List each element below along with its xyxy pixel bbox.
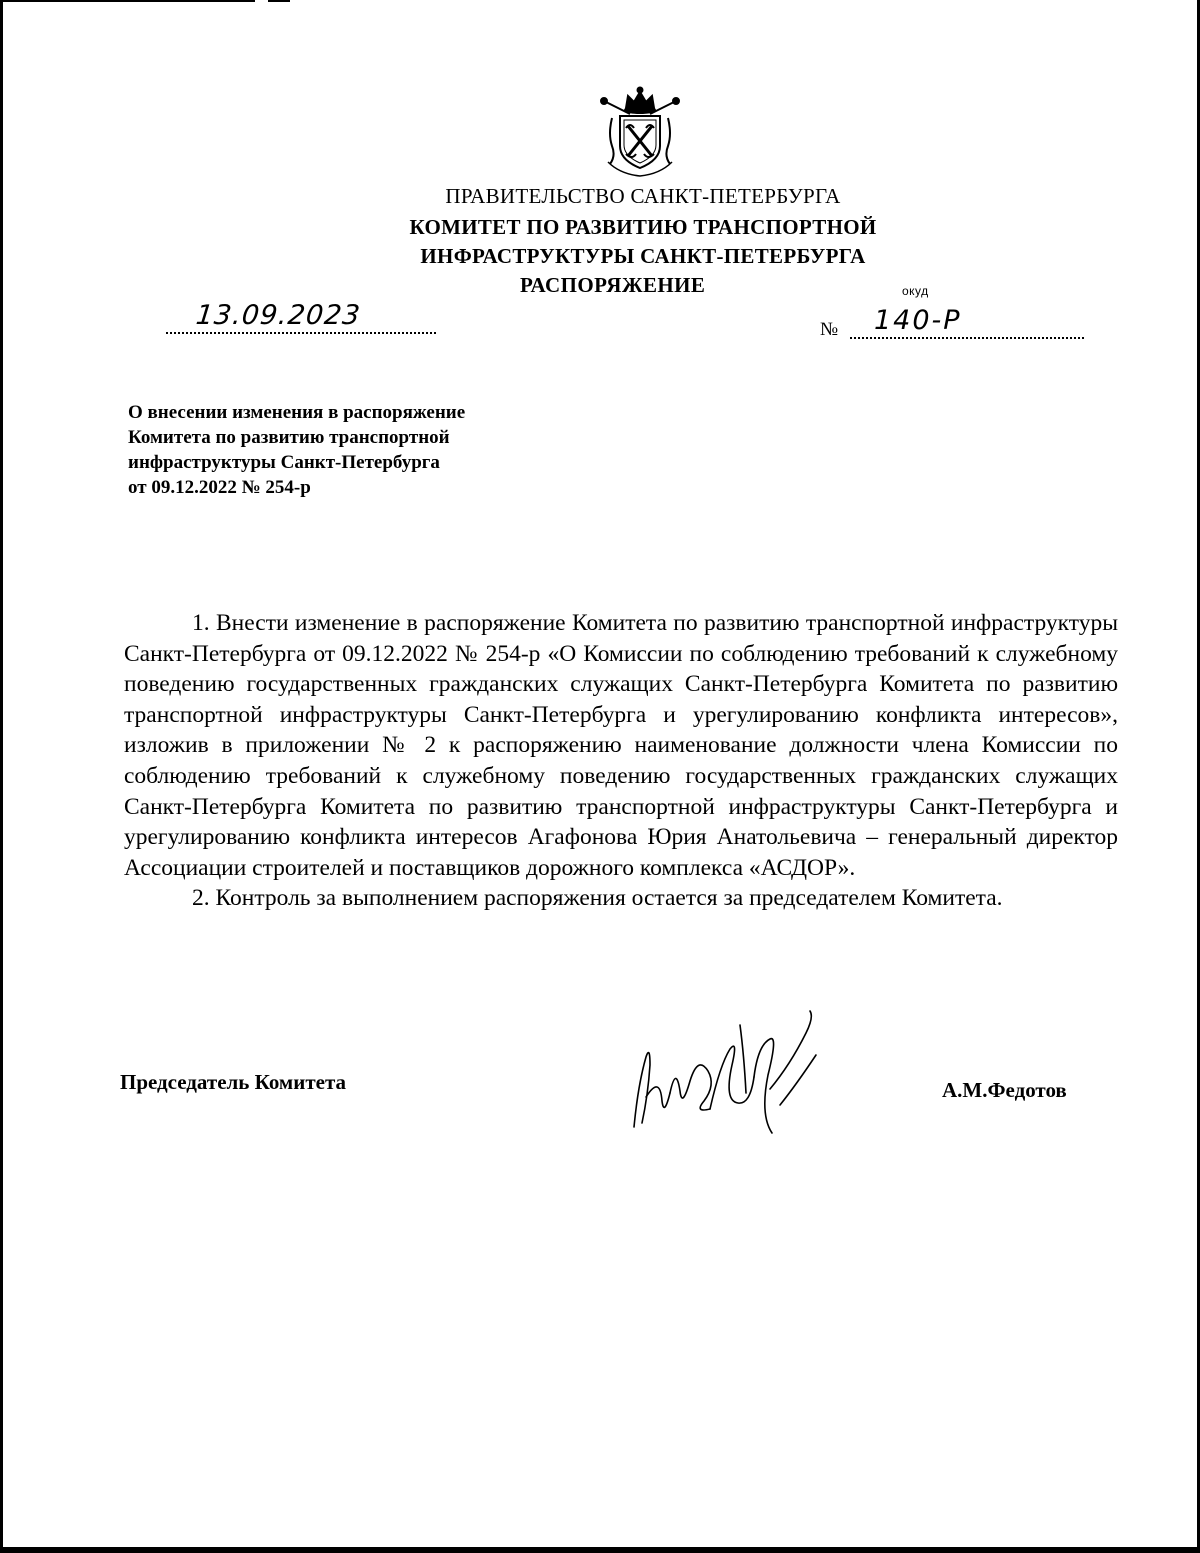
body-paragraph-2: 2. Контроль за выполнением распоряжения остается за председателем Комитета. [192, 885, 1003, 912]
scan-edge-top-left [0, 0, 255, 2]
number-dotted-line [850, 337, 1084, 339]
scan-edge-bottom [0, 1547, 1200, 1553]
handwritten-date: 13.09.2023 [194, 300, 363, 331]
document-subject [128, 400, 465, 500]
st-petersburg-coat-of-arms-icon [590, 84, 690, 184]
document-type: РАСПОРЯЖЕНИЕ [520, 273, 706, 297]
number-label: № [820, 319, 839, 340]
body-paragraph-1: 1. Внести изменение в распоряжение Комитета по развитию транспортной инфраструктуры Санкт-Петербурга от 09.12.2022 № 254-р «О Комиссии по соблюдению требований к служебному поведению государственных гражданских служащих Санкт-Петербурга Комитета по развитию транспортной инфраструктуры Санкт-Петербурга и урегулированию конфликта интересов», изложив в приложении № 2 к распоряжению наименование должности члена Комиссии по соблюдению требований к служебному поведению государственных гражданских служащих Санкт-Петербурга Комитета по развитию транспортной инфраструктуры Санкт-Петербурга и урегулированию конфликта интересов Агафонова Юрия Анатольевича – генеральный директор Ассоциации строителей и поставщиков дорожного комплекса «АСДОР». [124, 610, 1118, 881]
date-dotted-line [166, 332, 436, 334]
handwritten-number: 140-Р [874, 305, 962, 336]
committee-name-line2: ИНФРАСТРУКТУРЫ САНКТ-ПЕТЕРБУРГА [420, 244, 866, 268]
scan-edge-left [0, 0, 3, 1553]
subject-line: инфраструктуры Санкт-Петербурга [128, 452, 440, 473]
okud-label: окуд [902, 284, 929, 298]
handwritten-signature [620, 1005, 840, 1145]
signer-name: А.М.Федотов [942, 1078, 1067, 1102]
subject-line: от 09.12.2022 № 254-р [128, 477, 311, 498]
number-field [820, 305, 1085, 341]
scan-edge-top-mark [268, 0, 290, 2]
committee-name-line1: КОМИТЕТ ПО РАЗВИТИЮ ТРАНСПОРТНОЙ [409, 215, 877, 239]
date-field [166, 300, 436, 334]
subject-line: О внесении изменения в распоряжение [128, 402, 466, 423]
subject-line: Комитета по развитию транспортной [128, 427, 450, 448]
signer-role: Председатель Комитета [120, 1070, 347, 1094]
document-body [124, 608, 1118, 914]
government-name: ПРАВИТЕЛЬСТВО САНКТ-ПЕТЕРБУРГА [445, 184, 841, 208]
